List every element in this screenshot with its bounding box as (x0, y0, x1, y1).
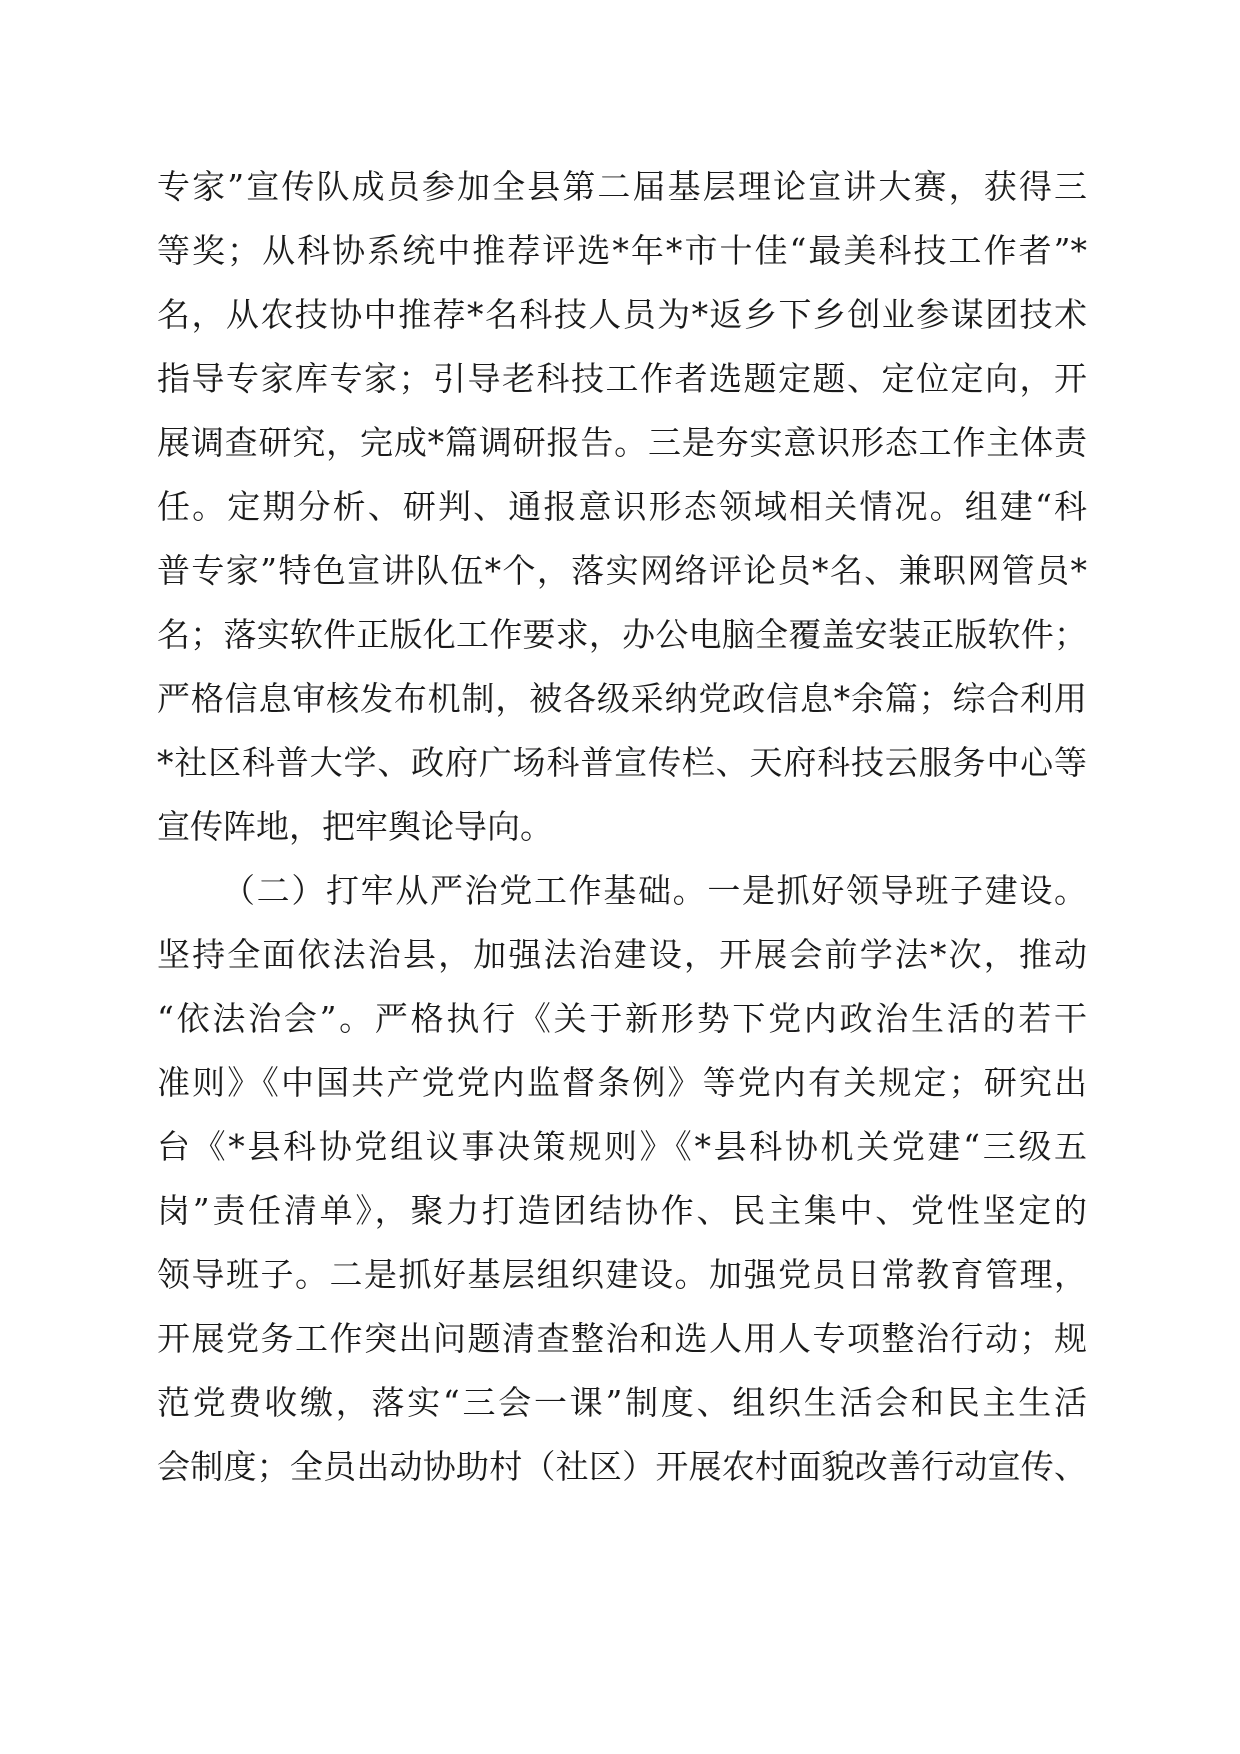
text-line-8: 名；落实软件正版化工作要求，办公电脑全覆盖安装正版软件； (157, 615, 1087, 654)
text-line-10: *社区科普大学、政府广场科普宣传栏、天府科技云服务中心等 (157, 743, 1087, 782)
text-line-2: 等奖；从科协系统中推荐评选*年*市十佳“最美科技工作者”* (157, 231, 1087, 270)
text-line-21: 会制度；全员出动协助村（社区）开展农村面貌改善行动宣传、 (157, 1447, 1087, 1486)
text-line-13: 坚持全面依法治县，加强法治建设，开展会前学法*次，推动 (157, 935, 1087, 974)
text-line-9: 严格信息审核发布机制，被各级采纳党政信息*余篇；综合利用 (157, 679, 1087, 718)
text-line-17: 岗”责任清单》，聚力打造团结协作、民主集中、党性坚定的 (157, 1191, 1087, 1230)
text-line-16: 台《*县科协党组议事决策规则》《*县科协机关党建“三级五 (157, 1127, 1087, 1166)
text-line-18: 领导班子。二是抓好基层组织建设。加强党员日常教育管理， (157, 1255, 1087, 1294)
text-line-14: “依法治会”。严格执行《关于新形势下党内政治生活的若干 (157, 999, 1087, 1038)
text-line-6: 任。定期分析、研判、通报意识形态领域相关情况。组建“科 (157, 487, 1087, 526)
text-line-12: （二）打牢从严治党工作基础。一是抓好领导班子建设。 (222, 871, 1087, 910)
text-line-4: 指导专家库专家；引导老科技工作者选题定题、定位定向，开 (157, 359, 1087, 398)
text-line-3: 名，从农技协中推荐*名科技人员为*返乡下乡创业参谋团技术 (157, 295, 1087, 334)
text-line-19: 开展党务工作突出问题清查整治和选人用人专项整治行动；规 (157, 1319, 1087, 1358)
text-line-15: 准则》《中国共产党党内监督条例》等党内有关规定；研究出 (157, 1063, 1087, 1102)
text-line-1: 专家”宣传队成员参加全县第二届基层理论宣讲大赛，获得三 (157, 167, 1087, 206)
text-line-5: 展调查研究，完成*篇调研报告。三是夯实意识形态工作主体责 (157, 423, 1087, 462)
text-line-11: 宣传阵地，把牢舆论导向。 (157, 807, 553, 846)
text-line-7: 普专家”特色宣讲队伍*个，落实网络评论员*名、兼职网管员* (157, 551, 1087, 590)
text-line-20: 范党费收缴，落实“三会一课”制度、组织生活会和民主生活 (157, 1383, 1087, 1422)
